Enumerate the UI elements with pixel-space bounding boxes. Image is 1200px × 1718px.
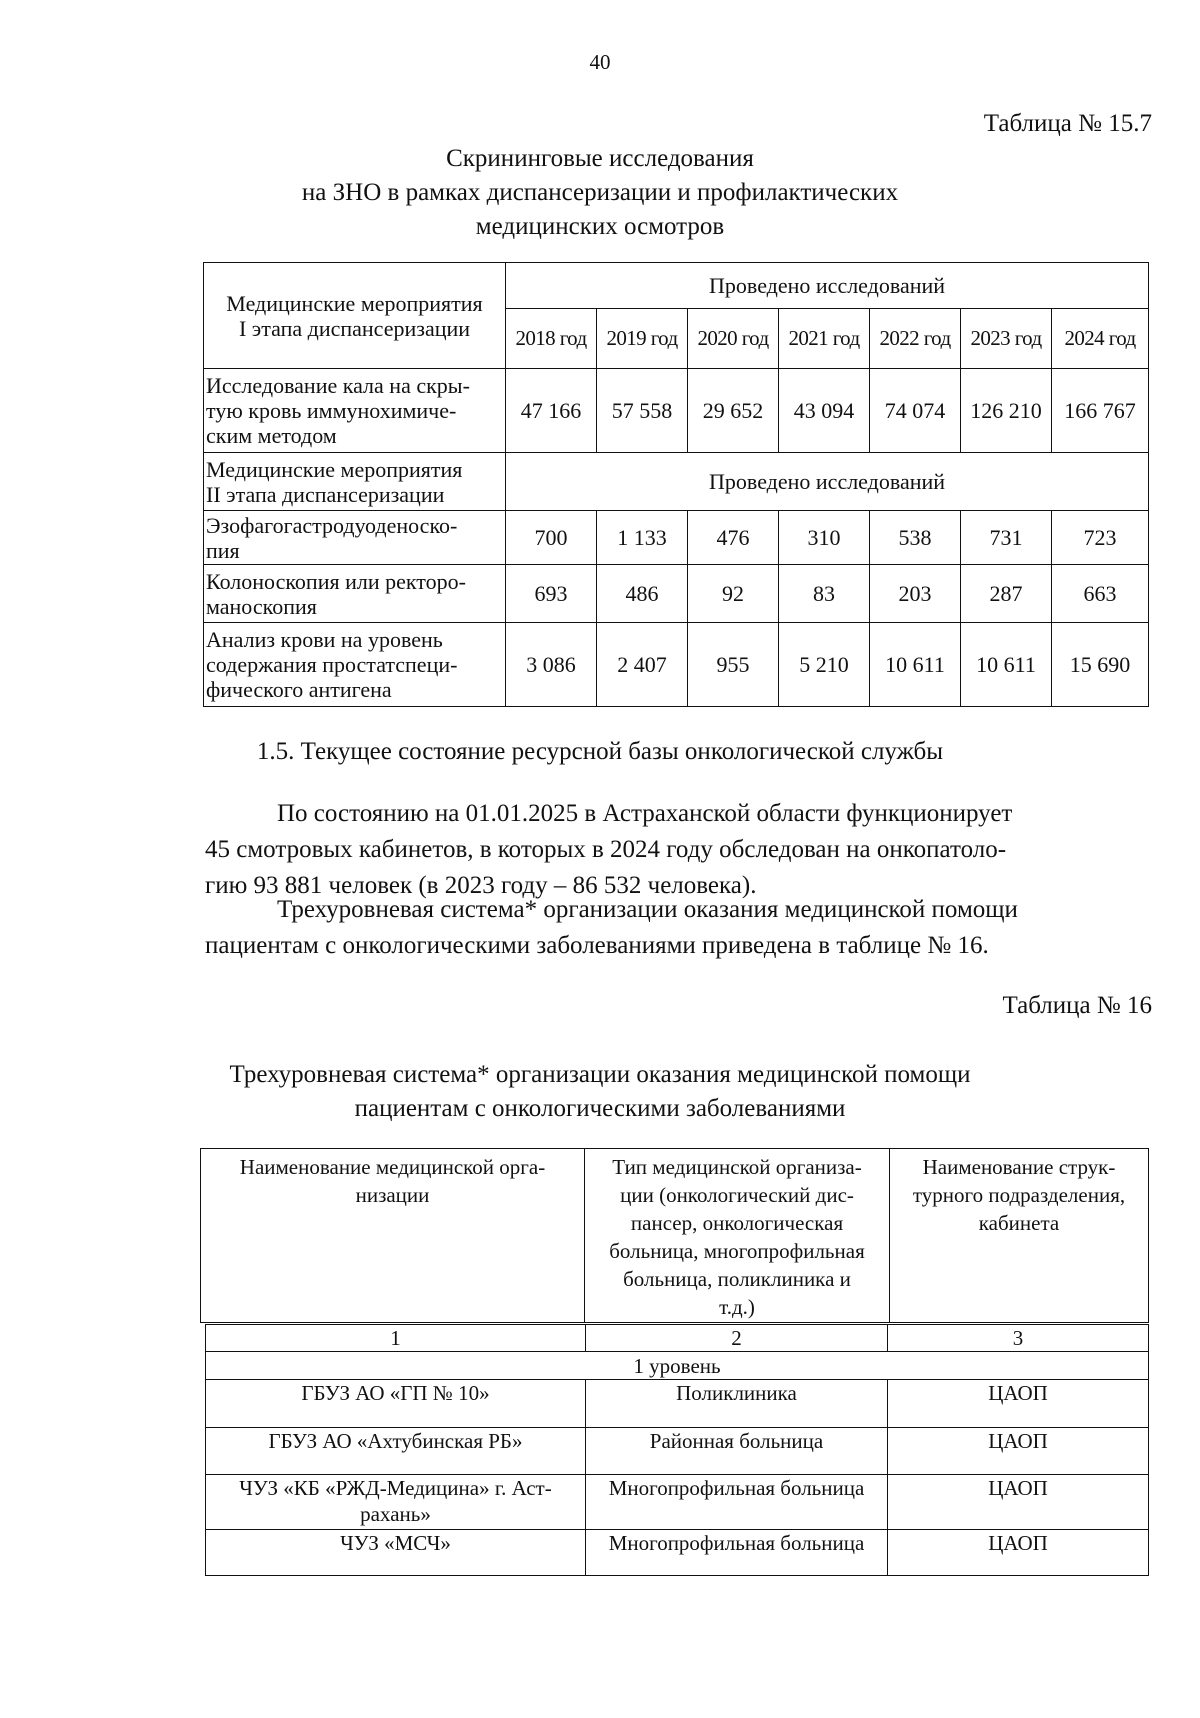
table-row — [204, 511, 1149, 565]
header-line: больница, поликлиника и — [623, 1267, 851, 1291]
org-name-line: ЧУЗ «КБ «РЖД-Медицина» г. Аст- — [239, 1476, 552, 1500]
table-row — [204, 369, 1149, 453]
org-type: Районная больница — [586, 1428, 888, 1475]
value-cell: 47 166 — [506, 369, 597, 453]
row-label-line: пия — [206, 537, 240, 563]
org-type: Многопрофильная больница — [586, 1475, 888, 1530]
stage2-header-line: II этапа диспансеризации — [206, 481, 445, 507]
header-line: пансер, онкологическая — [630, 1211, 844, 1235]
org-type: Многопрофильная больница — [586, 1530, 888, 1576]
value-cell: 723 — [1052, 511, 1149, 565]
title-line: пациентам с онкологическими заболеваниями — [354, 1095, 846, 1122]
header-line: больница, многопрофильная — [609, 1239, 865, 1263]
screening-table — [203, 262, 1149, 707]
col-number: 2 — [586, 1325, 888, 1352]
page-number: 40 — [589, 50, 611, 74]
org-table — [205, 1324, 1149, 1576]
col-header-name — [201, 1149, 585, 1323]
col-number: 1 — [206, 1325, 586, 1352]
table-16-label: Таблица № 16 — [1002, 992, 1152, 1019]
stage2-header — [204, 453, 506, 511]
table-16-title — [0, 1058, 1200, 1126]
header-line: кабинета — [978, 1211, 1060, 1235]
year-header: 2022 год — [870, 309, 961, 369]
value-cell: 663 — [1052, 565, 1149, 623]
row-label-line: фического антигена — [206, 677, 392, 702]
value-cell: 731 — [961, 511, 1052, 565]
para-text: По состоянию на 01.01.2025 в Астраханской области функционирует — [277, 800, 1013, 827]
value-cell: 166 767 — [1052, 369, 1149, 453]
row-label-line: тую кровь иммунохимиче- — [206, 398, 457, 423]
table-15-7-title — [0, 142, 1200, 244]
org-name — [206, 1475, 586, 1530]
org-name — [206, 1428, 586, 1475]
year-header: 2023 год — [961, 309, 1052, 369]
value-cell: 203 — [870, 565, 961, 623]
org-unit: ЦАОП — [888, 1475, 1149, 1530]
org-name-line: ГБУЗ АО «Ахтубинская РБ» — [268, 1429, 523, 1453]
row-label-line: ским методом — [206, 423, 337, 448]
value-cell: 92 — [688, 565, 779, 623]
value-cell: 310 — [779, 511, 870, 565]
row-label — [204, 369, 506, 453]
row-label-line: маноскопия — [206, 593, 317, 619]
table-row — [204, 623, 1149, 707]
row-label-line: Исследование кала на скры- — [206, 373, 470, 398]
row-label — [204, 565, 506, 623]
year-header: 2021 год — [779, 309, 870, 369]
table-row — [206, 1428, 1149, 1475]
value-cell: 955 — [688, 623, 779, 707]
value-cell: 10 611 — [870, 623, 961, 707]
value-cell: 83 — [779, 565, 870, 623]
title-line: на ЗНО в рамках диспансеризации и профилактических — [301, 179, 899, 206]
org-name-line: ЧУЗ «МСЧ» — [340, 1531, 451, 1555]
para-line — [205, 892, 1145, 928]
value-cell: 126 210 — [961, 369, 1052, 453]
year-header: 2019 год — [597, 309, 688, 369]
value-cell: 538 — [870, 511, 961, 565]
conducted-header: Проведено исследований — [506, 453, 1149, 511]
org-name — [206, 1530, 586, 1576]
value-cell: 693 — [506, 565, 597, 623]
para-line: гию 93 881 человек (в 2023 году – 86 532 человека). — [205, 872, 757, 899]
header-line: ции (онкологический дис- — [620, 1183, 854, 1207]
value-cell: 287 — [961, 565, 1052, 623]
header-line: турного подразделения, — [912, 1183, 1126, 1207]
title-line: Трехуровневая система* организации оказания медицинской помощи — [229, 1061, 971, 1088]
table-row — [206, 1530, 1149, 1576]
level-row: 1 уровень — [206, 1352, 1149, 1380]
paragraph-2 — [205, 892, 1145, 964]
header-line: Тип медицинской организа- — [612, 1155, 862, 1179]
conducted-header: Проведено исследований — [506, 263, 1149, 309]
table-row — [206, 1380, 1149, 1428]
row-label-line: Колоноскопия или ректоро- — [206, 568, 466, 594]
header-line: Наименование струк- — [922, 1155, 1116, 1179]
value-cell: 3 086 — [506, 623, 597, 707]
value-cell: 1 133 — [597, 511, 688, 565]
value-cell: 476 — [688, 511, 779, 565]
value-cell: 74 074 — [870, 369, 961, 453]
col-header-type — [585, 1149, 890, 1323]
org-unit: ЦАОП — [888, 1428, 1149, 1475]
year-header: 2024 год — [1052, 309, 1149, 369]
value-cell: 700 — [506, 511, 597, 565]
org-unit: ЦАОП — [888, 1380, 1149, 1428]
stage1-header-line: I этапа диспансеризации — [238, 315, 471, 341]
para-line: пациентам с онкологическими заболеваниями приведена в таблице № 16. — [205, 932, 989, 959]
year-header: 2018 год — [506, 309, 597, 369]
stage2-header-line: Медицинские мероприятия — [206, 456, 463, 482]
header-line: Наименование медицинской орга- — [239, 1155, 546, 1179]
table-row — [204, 565, 1149, 623]
row-label — [204, 623, 506, 707]
row-label — [204, 511, 506, 565]
col-number: 3 — [888, 1325, 1149, 1352]
table-row — [206, 1475, 1149, 1530]
org-unit: ЦАОП — [888, 1530, 1149, 1576]
org-table-header — [200, 1148, 1149, 1323]
org-name — [206, 1380, 586, 1428]
org-name-line: ГБУЗ АО «ГП № 10» — [301, 1381, 490, 1405]
value-cell: 15 690 — [1052, 623, 1149, 707]
row-label-line: Анализ крови на уровень — [206, 627, 443, 652]
section-heading: 1.5. Текущее состояние ресурсной базы онкологической службы — [256, 738, 944, 765]
para-line: 45 смотровых кабинетов, в которых в 2024 году обследован на онкопатоло- — [205, 836, 1007, 863]
value-cell: 29 652 — [688, 369, 779, 453]
header-line: низации — [355, 1183, 430, 1207]
row-label-line: Эзофагогастродуоденоско- — [206, 512, 458, 538]
org-type: Поликлиника — [586, 1380, 888, 1428]
stage1-header-line: Медицинские мероприятия — [226, 290, 483, 316]
year-header: 2020 год — [688, 309, 779, 369]
paragraph-1 — [205, 796, 1145, 904]
value-cell: 486 — [597, 565, 688, 623]
title-line: Скрининговые исследования — [446, 145, 754, 172]
para-line — [205, 796, 1145, 832]
value-cell: 43 094 — [779, 369, 870, 453]
row-label-line: содержания простатспеци- — [206, 652, 458, 677]
col-header-unit — [890, 1149, 1149, 1323]
table-row — [204, 453, 1149, 511]
value-cell: 57 558 — [597, 369, 688, 453]
title-line: медицинских осмотров — [475, 213, 725, 240]
stage1-header — [204, 263, 506, 369]
org-name-line: рахань» — [360, 1502, 431, 1526]
header-line: т.д.) — [719, 1295, 755, 1319]
value-cell: 5 210 — [779, 623, 870, 707]
value-cell: 10 611 — [961, 623, 1052, 707]
table-15-7-label: Таблица № 15.7 — [983, 110, 1152, 137]
value-cell: 2 407 — [597, 623, 688, 707]
para-text: Трехуровневая система* организации оказания медицинской помощи — [277, 896, 1018, 923]
